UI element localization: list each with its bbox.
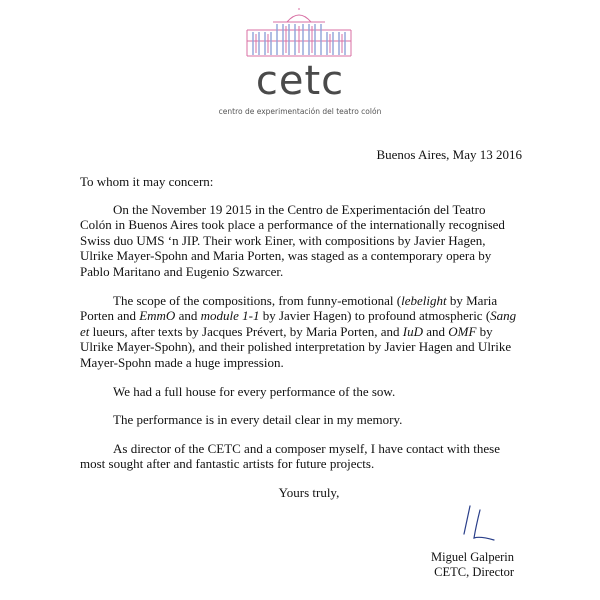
- work-title: IuD: [402, 323, 423, 339]
- paragraph-2-text: by Maria Porten and: [80, 292, 498, 324]
- work-title: lebelight: [401, 292, 447, 308]
- salutation: To whom it may concern:: [80, 174, 214, 189]
- teatro-colon-building-icon: [243, 8, 355, 58]
- signer-title: CETC, Director: [434, 565, 514, 579]
- work-title: module 1-1: [200, 308, 260, 324]
- paragraph-2-text: lueurs, after texts by Jacques Prévert, by Maria Porten, and: [89, 323, 403, 339]
- paragraph-2-text: and: [175, 308, 201, 324]
- logo-wordmark: cetc: [255, 58, 345, 104]
- paragraph-1: On the November 19 2015 in the Centro de Experimentación del Teatro Colón in Buenos Aires took place a performance of the internationally recognised Swiss duo UMS ‘n JIP. Their work Einer, with compositions by Javier Hagen, Ulrike Mayer-Spohn and Maria Porten, was staged as a contemporary opera by Pablo Maritano and Eugenio Szwarcer.: [80, 201, 505, 279]
- work-title: EmmO: [139, 308, 176, 324]
- letter-date: Buenos Aires, May 13 2016: [376, 147, 522, 162]
- work-title: Sang et: [80, 308, 517, 339]
- work-title: OMF: [448, 323, 477, 339]
- closing: Yours truly,: [278, 484, 340, 500]
- paragraph-4: The performance is in every detail clear in my memory.: [113, 412, 403, 428]
- paragraph-2-text: The scope of the compositions, from funny-emotional (: [113, 292, 402, 308]
- signature-icon: [450, 504, 498, 552]
- paragraph-2-text: by Javier Hagen) to profound atmospheric (: [259, 308, 491, 324]
- logo-subtitle: centro de experimentación del teatro colón: [218, 107, 382, 116]
- paragraph-2-text: by Ulrike Mayer-Spohn), and their polished interpretation by Javier Hagen and Ulrike Mayer-Spohn made a huge impression.: [80, 323, 512, 370]
- paragraph-5: As director of the CETC and a composer myself, I have contact with these most sought after and fantastic artists for future projects.: [80, 440, 500, 472]
- paragraph-2: [80, 293, 520, 371]
- signer-block: [431, 550, 514, 580]
- signer-name: Miguel Galperin: [431, 550, 514, 564]
- paragraph-3: We had a full house for every performance of the sow.: [113, 383, 396, 399]
- paragraph-2-text: and: [422, 323, 449, 339]
- letter-body: [80, 174, 520, 501]
